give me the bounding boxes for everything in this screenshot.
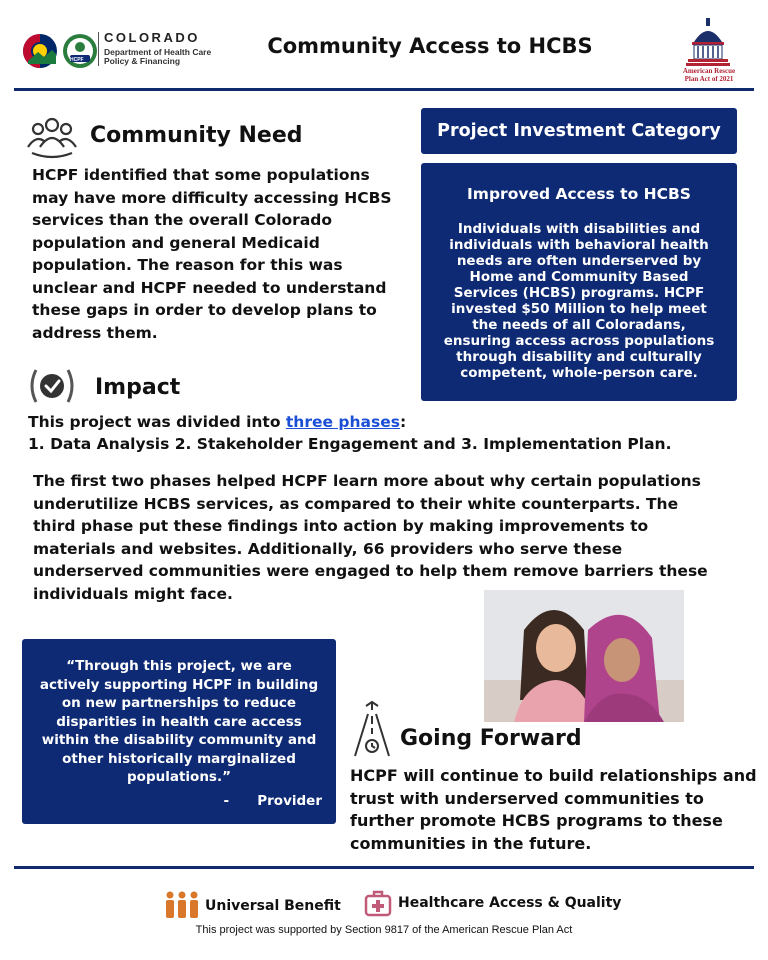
logo-divider [98, 32, 99, 66]
footer-note: This project was supported by Section 9817 of the American Rescue Plan Act [195, 924, 573, 936]
footer-divider [14, 866, 754, 869]
going-forward-line: trust with underserved communities to [350, 788, 704, 808]
impact-intro-suffix: : [399, 413, 407, 431]
universal-benefit-label: Universal Benefit [205, 898, 341, 914]
community-need-line: address them. [32, 323, 158, 342]
community-icon [26, 113, 78, 159]
impact-check-icon [26, 362, 78, 410]
page-title: Community Access to HCBS [267, 34, 593, 58]
going-forward-heading: Going Forward [400, 726, 582, 751]
org-dept-line2: Policy & Financing [104, 55, 181, 66]
impact-intro [28, 411, 728, 434]
investment-subheading: Improved Access to HCBS [467, 185, 691, 203]
arp-caption [664, 68, 754, 83]
impact-phases: 1. Data Analysis 2. Stakeholder Engagement and 3. Implementation Plan. [28, 435, 672, 453]
community-need-line: HCPF identified that some populations [32, 166, 370, 184]
impact-heading: Impact [95, 375, 181, 400]
going-forward-line: HCPF will continue to build relationships and [350, 766, 757, 785]
hcpf-badge-text: HCPF [70, 57, 84, 63]
community-need-text [32, 164, 412, 344]
impact-line: materials and websites. Additionally, 66 providers who serve these [33, 539, 623, 558]
impact-paragraph [33, 470, 753, 605]
photo-illustration [484, 590, 684, 722]
impact-line: The first two phases helped HCPF learn more about why certain populations [33, 472, 701, 490]
investment-category-box [421, 163, 737, 401]
arp-caption-line2: Plan Act of 2021 [684, 74, 734, 83]
universal-benefit-people-icon [164, 891, 200, 919]
impact-line: individuals might face. [33, 584, 233, 603]
community-need-heading: Community Need [90, 123, 303, 148]
capitol-dome-icon [668, 14, 748, 70]
investment-category-header: Project Investment Category [421, 108, 737, 154]
impact-line: third phase put these findings into action by making improvements to [33, 517, 649, 535]
investment-description: Individuals with disabilities and individuals with behavioral health needs are often underserved by Home and Community Based Services (HCBS) programs. HCPF invested $50 Million to help meet the needs of all Coloradans, ensuring access across populations through disability and culturally competent, whole-person care. [443, 221, 715, 381]
provider-quote-attribution: - Provider [223, 793, 322, 809]
three-phases-link[interactable]: three phases [285, 413, 400, 431]
community-need-line: services than the overall Colorado [32, 211, 333, 229]
going-forward-text [350, 765, 760, 855]
community-need-line: may have more difficulty accessing HCBS [32, 188, 392, 207]
community-need-line: these gaps in order to develop plans to [32, 301, 377, 319]
community-need-line: population and general Medicaid [32, 233, 320, 252]
impact-line: underutilize HCBS services, as compared to their white counterparts. The [33, 494, 679, 513]
org-dept-line1: Department of Health Care [104, 46, 212, 57]
healthcare-access-label: Healthcare Access & Quality [398, 895, 622, 911]
header-divider [14, 88, 754, 91]
medical-kit-icon [364, 889, 392, 917]
going-forward-line: further promote HCBS programs to these [350, 811, 723, 831]
impact-intro-prefix: This project was divided into [28, 413, 286, 431]
provider-quote-box [22, 639, 336, 824]
community-need-line: population. The reason for this was [32, 256, 343, 274]
road-ahead-icon [352, 700, 392, 758]
org-name: COLORADO [104, 30, 200, 45]
provider-quote-text: “Through this project, we are actively supporting HCPF in building on new partnerships to reduce disparities in health care access within the disability community and other historically marginalized populations.” [39, 658, 319, 785]
arp-caption-line1: American Rescue [682, 67, 736, 75]
org-name-block [104, 31, 211, 65]
two-women-photo [484, 590, 684, 722]
hcpf-seal-icon [62, 33, 98, 69]
impact-line: underserved communities were engaged to help them remove barriers these [33, 562, 708, 580]
community-need-line: unclear and HCPF needed to understand [32, 278, 387, 297]
going-forward-line: communities in the future. [350, 833, 592, 853]
